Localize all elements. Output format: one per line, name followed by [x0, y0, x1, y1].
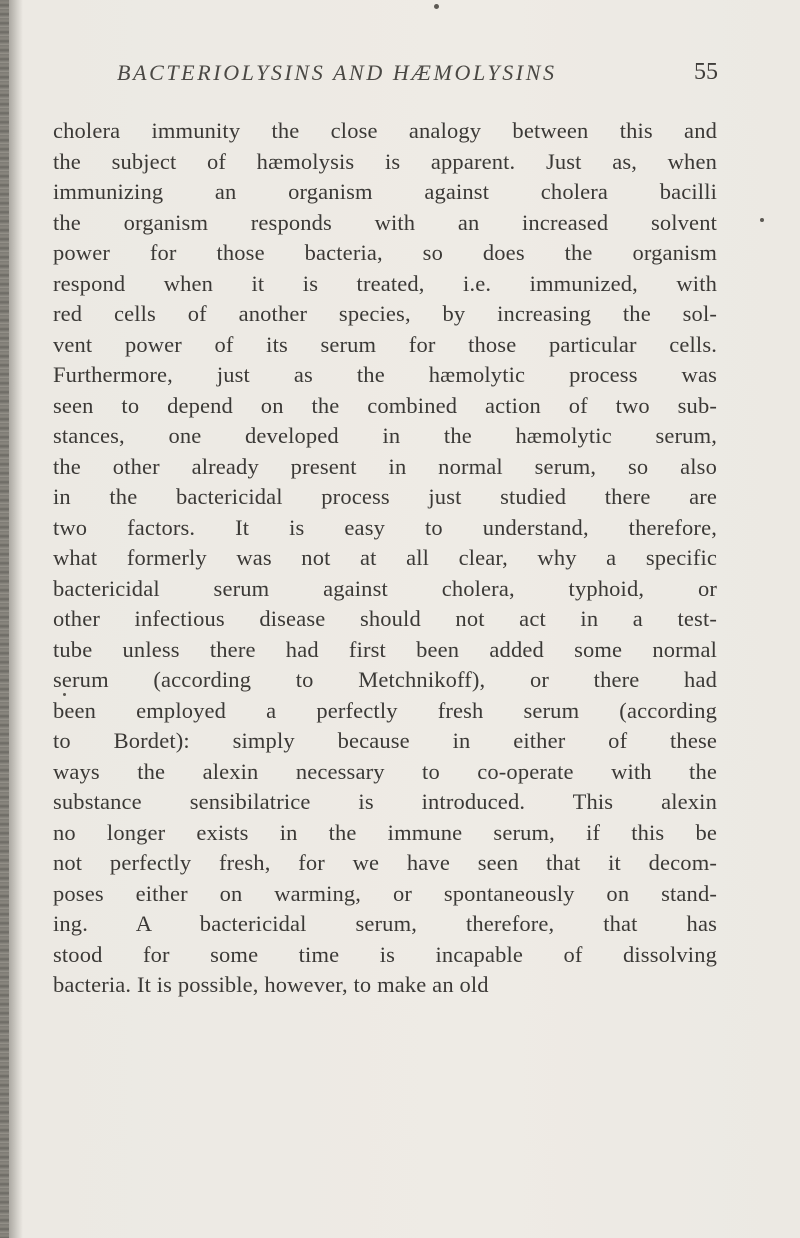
text-line: substance sensibilatrice is introduced. This alexin [53, 789, 717, 814]
text-line: in the bactericidal process just studied there are [53, 484, 717, 509]
text-line: not perfectly fresh, for we have seen that it decom- [53, 850, 717, 875]
binding-shadow [9, 0, 23, 1238]
text-line: no longer exists in the immune serum, if this be [53, 819, 717, 845]
text-line: ways the alexin necessary to co-operate with the [53, 758, 717, 784]
paper-speck [760, 218, 764, 222]
text-line: bactericidal serum against cholera, typhoid, or [53, 575, 717, 601]
text-line: immunizing an organism against cholera bacilli [53, 179, 717, 204]
text-line: the other already present in normal serum, so also [53, 453, 717, 479]
text-line: vent power of its serum for those particular cells. [53, 331, 717, 357]
text-line: red cells of another species, by increasing the sol- [53, 301, 717, 326]
text-line: power for those bacteria, so does the organism [53, 240, 717, 265]
text-line: ing. A bactericidal serum, therefore, that has [53, 911, 717, 936]
text-line: stood for some time is incapable of dissolving [53, 941, 717, 967]
text-line: the subject of hæmolysis is apparent. Just as, when [53, 148, 717, 174]
text-line: been employed a perfectly fresh serum (according [53, 697, 717, 723]
text-line: Furthermore, just as the hæmolytic process was [53, 362, 717, 387]
text-line: serum (according to Metchnikoff), or there had [53, 667, 717, 692]
text-line: cholera immunity the close analogy between this and [53, 118, 717, 143]
text-line: bacteria. It is possible, however, to make an old [53, 972, 489, 997]
text-line: the organism responds with an increased solvent [53, 209, 717, 235]
text-line: tube unless there had first been added some normal [53, 636, 717, 662]
running-title: BACTERIOLYSINS AND HÆMOLYSINS [117, 60, 557, 85]
text-line: to Bordet): simply because in either of these [53, 728, 717, 753]
text-line: seen to depend on the combined action of two sub- [53, 392, 717, 418]
text-line: other infectious disease should not act in a test- [53, 606, 717, 631]
text-line: poses either on warming, or spontaneously on stand- [53, 880, 717, 906]
text-line: stances, one developed in the hæmolytic serum, [53, 423, 717, 448]
book-binding-edge [0, 0, 9, 1238]
page-header [117, 60, 718, 100]
page-number: 55 [694, 59, 718, 85]
paper-speck [434, 4, 439, 9]
text-line: what formerly was not at all clear, why a specific [53, 545, 717, 570]
paper-speck [63, 693, 66, 696]
text-line: respond when it is treated, i.e. immunized, with [53, 270, 717, 296]
text-line: two factors. It is easy to understand, therefore, [53, 514, 717, 540]
body-text [53, 116, 717, 1001]
